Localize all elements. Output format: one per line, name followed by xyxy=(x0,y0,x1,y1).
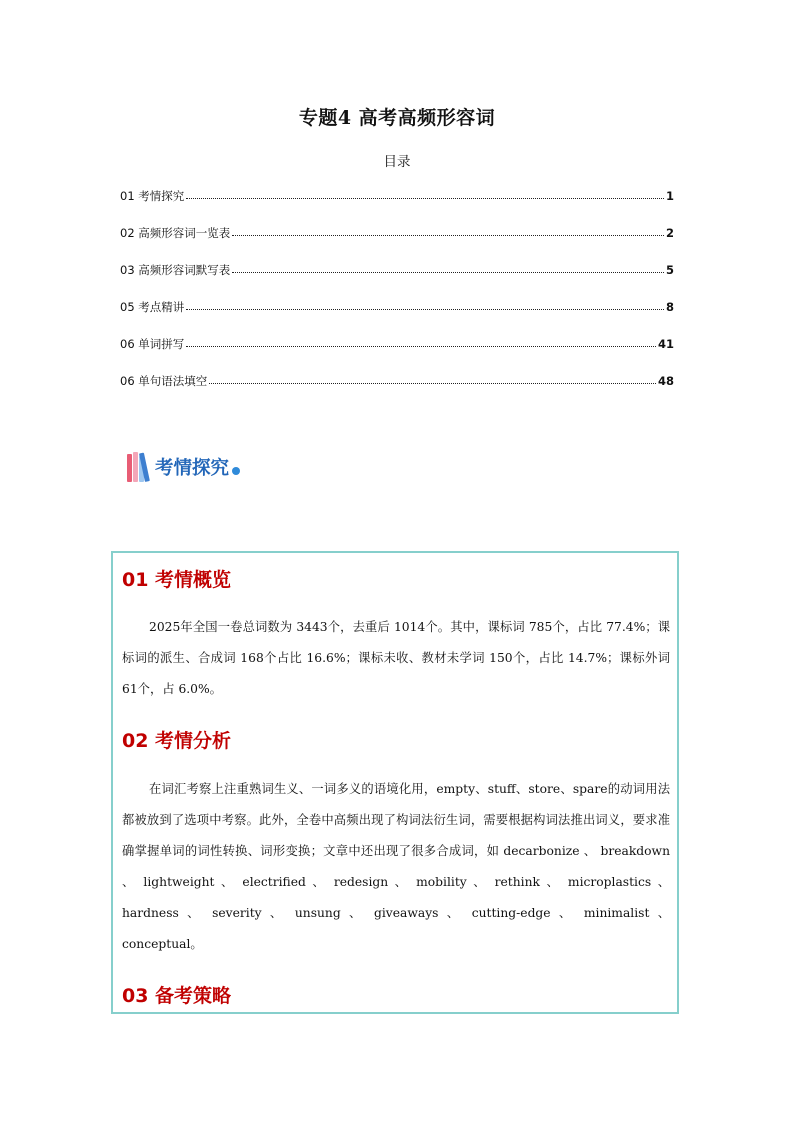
toc-heading: 目录 xyxy=(383,154,411,170)
toc-item-page: 48 xyxy=(657,373,674,388)
banner-title: 考情探究 xyxy=(155,458,230,479)
toc-item-label: 06 单词拼写 xyxy=(120,336,185,351)
table-of-contents xyxy=(120,177,674,399)
toc-leader-dots xyxy=(232,266,664,273)
toc-item-label: 02 高频形容词一览表 xyxy=(120,225,231,240)
section-body-overview: 2025年全国一卷总词数为 3443个，去重后 1014个。其中，课标词 785个，占比 77.4%；课标词的派生、合成词 168个占比 16.6%；课标未收、教材未学词 150个，占比 14.7%；课标外词 61个，占 6.0%。 xyxy=(122,620,670,696)
toc-item-page: 8 xyxy=(665,299,674,314)
toc-item-kaodian-jingjiang[interactable] xyxy=(120,288,674,325)
toc-leader-dots xyxy=(186,303,664,310)
toc-item-yufa-tiankong[interactable] xyxy=(120,362,674,399)
toc-item-label: 05 考点精讲 xyxy=(120,299,185,314)
section-title-overview: 01 考情概览 xyxy=(122,569,232,591)
toc-item-page: 2 xyxy=(665,225,674,240)
toc-item-page: 5 xyxy=(665,262,674,277)
section-body-analysis: 在词汇考察上注重熟词生义、一词多义的语境化用，empty、stuff、store、spare的动词用法都被放到了选项中考察。此外，全卷中高频出现了构词法衍生词，需要根据构词法推出词义，要求准确掌握单词的词性转换、词形变换；文章中还出现了很多合成词，如 decarbonize 、 breakdown 、 lightweight 、 electrified 、 redesign 、 mobility 、 rethink 、 microplastics 、 hardness 、 severity 、 unsung 、 giveaways 、 cutting-edge 、 minimalist 、 conceptual。 xyxy=(122,782,670,951)
toc-item-label: 01 考情探究 xyxy=(120,188,185,203)
toc-item-label: 06 单句语法填空 xyxy=(120,373,208,388)
toc-item-label: 03 高频形容词默写表 xyxy=(120,262,231,277)
toc-item-danci-pinxie[interactable] xyxy=(120,325,674,362)
toc-leader-dots xyxy=(209,377,656,384)
content-box xyxy=(111,551,679,1014)
dot-icon xyxy=(232,467,240,475)
toc-leader-dots xyxy=(186,192,664,199)
toc-item-page: 41 xyxy=(657,336,674,351)
toc-leader-dots xyxy=(232,229,664,236)
page-title: 专题4 高考高频形容词 xyxy=(298,107,496,129)
books-icon xyxy=(127,452,151,482)
toc-item-kaoqing-tanjiu[interactable] xyxy=(120,177,674,214)
toc-item-moxiebiao[interactable] xyxy=(120,251,674,288)
section-title-strategy: 03 备考策略 xyxy=(122,985,232,1007)
section-title-analysis: 02 考情分析 xyxy=(122,730,232,752)
toc-leader-dots xyxy=(186,340,656,347)
toc-item-page: 1 xyxy=(665,188,674,203)
toc-item-yilanbiao[interactable] xyxy=(120,214,674,251)
section-banner xyxy=(127,450,240,484)
